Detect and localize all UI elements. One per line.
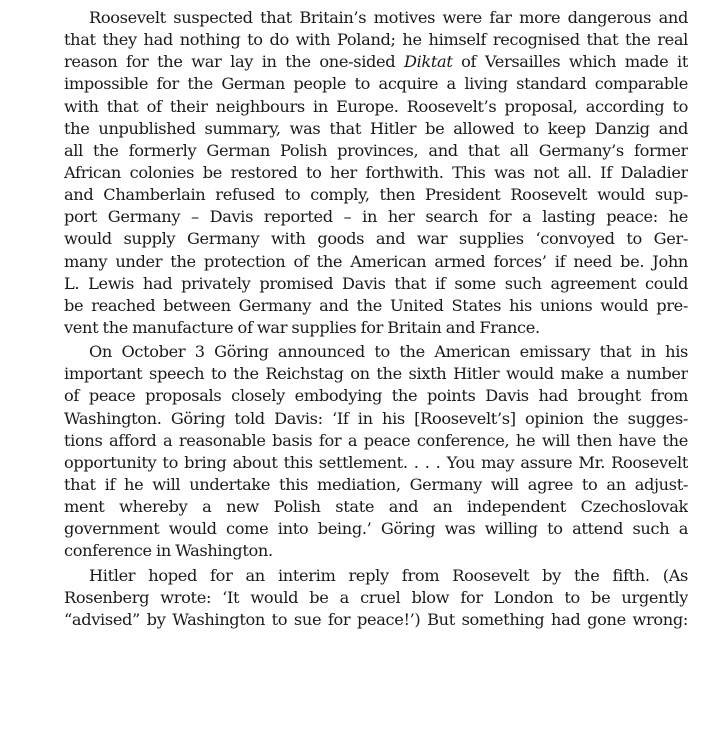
text-line: Rosenberg wrote: ‘It would be a cruel blow for London to be urgently xyxy=(64,587,688,607)
text-line: L. Lewis had privately promised Davis that if some such agreement could xyxy=(64,273,688,293)
text-line: the unpublished summary, was that Hitler be allowed to keep Danzig and xyxy=(64,118,688,138)
text-line: of peace proposals closely embodying the points Davis had brought from xyxy=(64,386,688,406)
text-line: Hitler hoped for an interim reply from Roosevelt by the fifth. (As xyxy=(89,565,688,585)
text-line: and Chamberlain refused to comply, then President Roosevelt would sup- xyxy=(64,185,688,205)
paragraph xyxy=(64,341,688,562)
text-line: be reached between Germany and the United States his unions would pre- xyxy=(64,295,688,315)
text-line: port Germany – Davis reported – in her search for a lasting peace: he xyxy=(64,207,688,227)
text-line: impossible for the German people to acquire a living standard comparable xyxy=(64,74,688,94)
text-line: African colonies be restored to her forthwith. This was not all. If Daladier xyxy=(64,162,688,182)
text-line: Washington. Göring told Davis: ‘If in his [Roosevelt’s] opinion the sugges- xyxy=(64,408,688,428)
text-line: opportunity to bring about this settlement. . . . You may assure Mr. Roosevelt xyxy=(64,452,688,472)
text-line: all the formerly German Polish provinces, and that all Germany’s former xyxy=(64,140,688,160)
paragraph xyxy=(64,565,688,631)
text-line: would supply Germany with goods and war supplies ‘convoyed to Ger- xyxy=(64,229,688,249)
text-line: conference in Washington. xyxy=(64,541,273,561)
text-segment: reason for the war lay in the one-sided xyxy=(64,52,404,72)
text-line: many under the protection of the American armed forces’ if need be. John xyxy=(64,251,688,271)
text-segment: of Versailles which made it xyxy=(452,52,688,72)
text-line: “advised” by Washington to sue for peace!’) But something had gone wrong: xyxy=(64,609,688,629)
text-line: On October 3 Göring announced to the American emissary that in his xyxy=(89,342,688,362)
text-line: ment whereby a new Polish state and an independent Czechoslovak xyxy=(64,497,688,517)
text-line: important speech to the Reichstag on the sixth Hitler would make a number xyxy=(64,364,688,384)
text-line: Roosevelt suspected that Britain’s motives were far more dangerous and xyxy=(89,8,688,27)
paragraph xyxy=(64,7,688,339)
text-line: tions afford a reasonable basis for a peace conference, he will then have the xyxy=(64,430,688,450)
text-line: with that of their neighbours in Europe. Roosevelt’s proposal, according to xyxy=(64,96,688,116)
book-page xyxy=(64,7,688,631)
emphasis-diktat: Diktat xyxy=(403,52,453,72)
text-line: that if he will undertake this mediation, Germany will agree to an adjust- xyxy=(64,474,688,494)
text-line: that they had nothing to do with Poland; he himself recognised that the real xyxy=(64,30,688,50)
text-line: government would come into being.’ Göring was willing to attend such a xyxy=(64,519,688,539)
text-line xyxy=(64,51,688,73)
text-line: vent the manufacture of war supplies for Britain and France. xyxy=(64,317,540,337)
